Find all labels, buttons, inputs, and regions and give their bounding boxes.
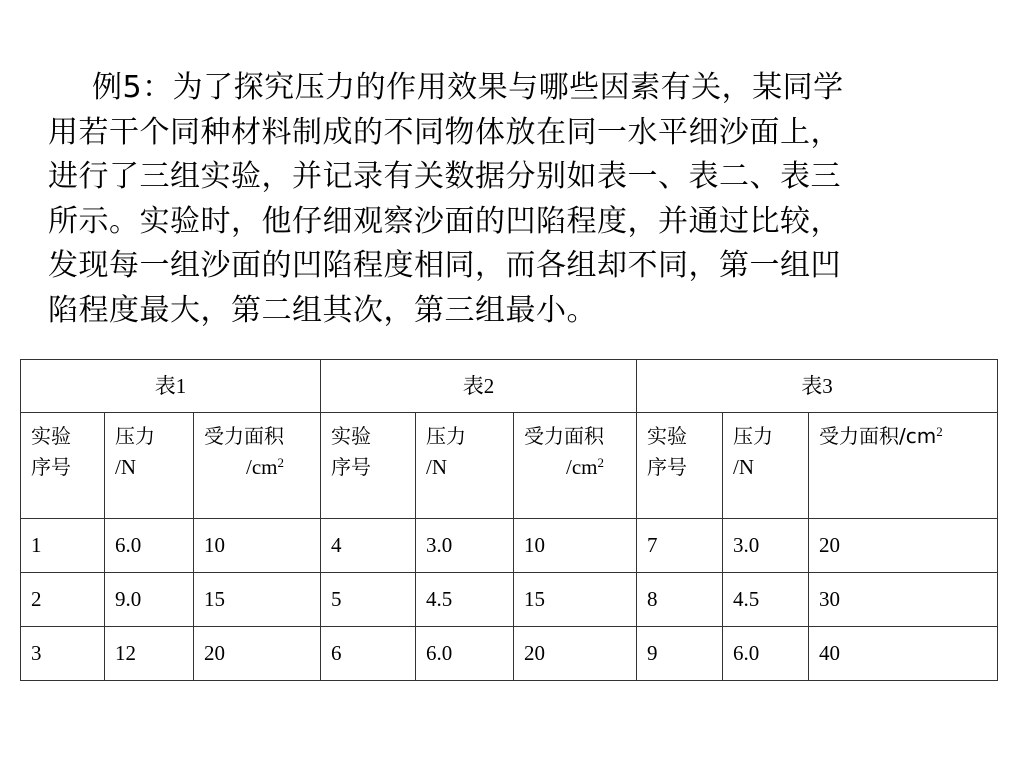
table-cell: 15 <box>194 573 321 627</box>
table-cell: 3.0 <box>416 519 514 573</box>
table-row <box>21 627 998 681</box>
problem-text <box>48 66 948 333</box>
header-pressure: 压力 /N <box>723 413 809 519</box>
header-contact-area: 受力面积$/cm^2$ <box>809 413 998 519</box>
problem-line: 发现每一组沙面的凹陷程度相同，而各组却不同，第一组凹 <box>48 248 841 283</box>
table-cell: 6 <box>321 627 416 681</box>
table-cell: 4 <box>321 519 416 573</box>
table-cell: 7 <box>637 519 723 573</box>
table-cell: 1 <box>21 519 105 573</box>
problem-line: 陷程度最大，第二组其次，第三组最小。 <box>48 292 597 328</box>
table-cell: 9 <box>637 627 723 681</box>
header-trial-number: 实验 序号 <box>321 413 416 519</box>
table-cell: 8 <box>637 573 723 627</box>
problem-line: 所示。实验时，他仔细观察沙面的凹陷程度，并通过比较， <box>48 203 841 239</box>
table-cell: 10 <box>514 519 637 573</box>
table-row <box>21 573 998 627</box>
header-trial-number: 实验 序号 <box>21 413 105 519</box>
table-cell: 2 <box>21 573 105 627</box>
header-contact-area: 受力面积 $/cm^2$ <box>194 413 321 519</box>
table-cell: 6.0 <box>723 627 809 681</box>
table-cell: 20 <box>194 627 321 681</box>
table-cell: 12 <box>105 627 194 681</box>
table-cell: 40 <box>809 627 998 681</box>
table-cell: 20 <box>514 627 637 681</box>
problem-line: 用若干个同种材料制成的不同物体放在同一水平细沙面上， <box>48 114 841 150</box>
problem-line: 例5：为了探究压力的作用效果与哪些因素有关，某同学 <box>92 70 844 105</box>
header-trial-number: 实验 序号 <box>637 413 723 519</box>
table-cell: 5 <box>321 573 416 627</box>
table-title-row <box>21 360 998 413</box>
table-cell: 9.0 <box>105 573 194 627</box>
header-pressure: 压力 /N <box>105 413 194 519</box>
table2-title: 表2 <box>321 360 637 413</box>
table-cell: 4.5 <box>416 573 514 627</box>
table-cell: 3.0 <box>723 519 809 573</box>
table-cell: 20 <box>809 519 998 573</box>
table-cell: 4.5 <box>723 573 809 627</box>
table-cell: 6.0 <box>105 519 194 573</box>
table-row <box>21 519 998 573</box>
table-cell: 30 <box>809 573 998 627</box>
table3-title: 表3 <box>637 360 998 413</box>
table-cell: 10 <box>194 519 321 573</box>
table-cell: 3 <box>21 627 105 681</box>
table1-title: 表1 <box>21 360 321 413</box>
header-contact-area: 受力面积 $/cm^2$ <box>514 413 637 519</box>
data-table <box>20 359 998 681</box>
table-cell: 15 <box>514 573 637 627</box>
header-pressure: 压力 /N <box>416 413 514 519</box>
problem-line: 进行了三组实验，并记录有关数据分别如表一、表二、表三 <box>48 159 841 194</box>
table-cell: 6.0 <box>416 627 514 681</box>
table-header-row <box>21 413 998 519</box>
